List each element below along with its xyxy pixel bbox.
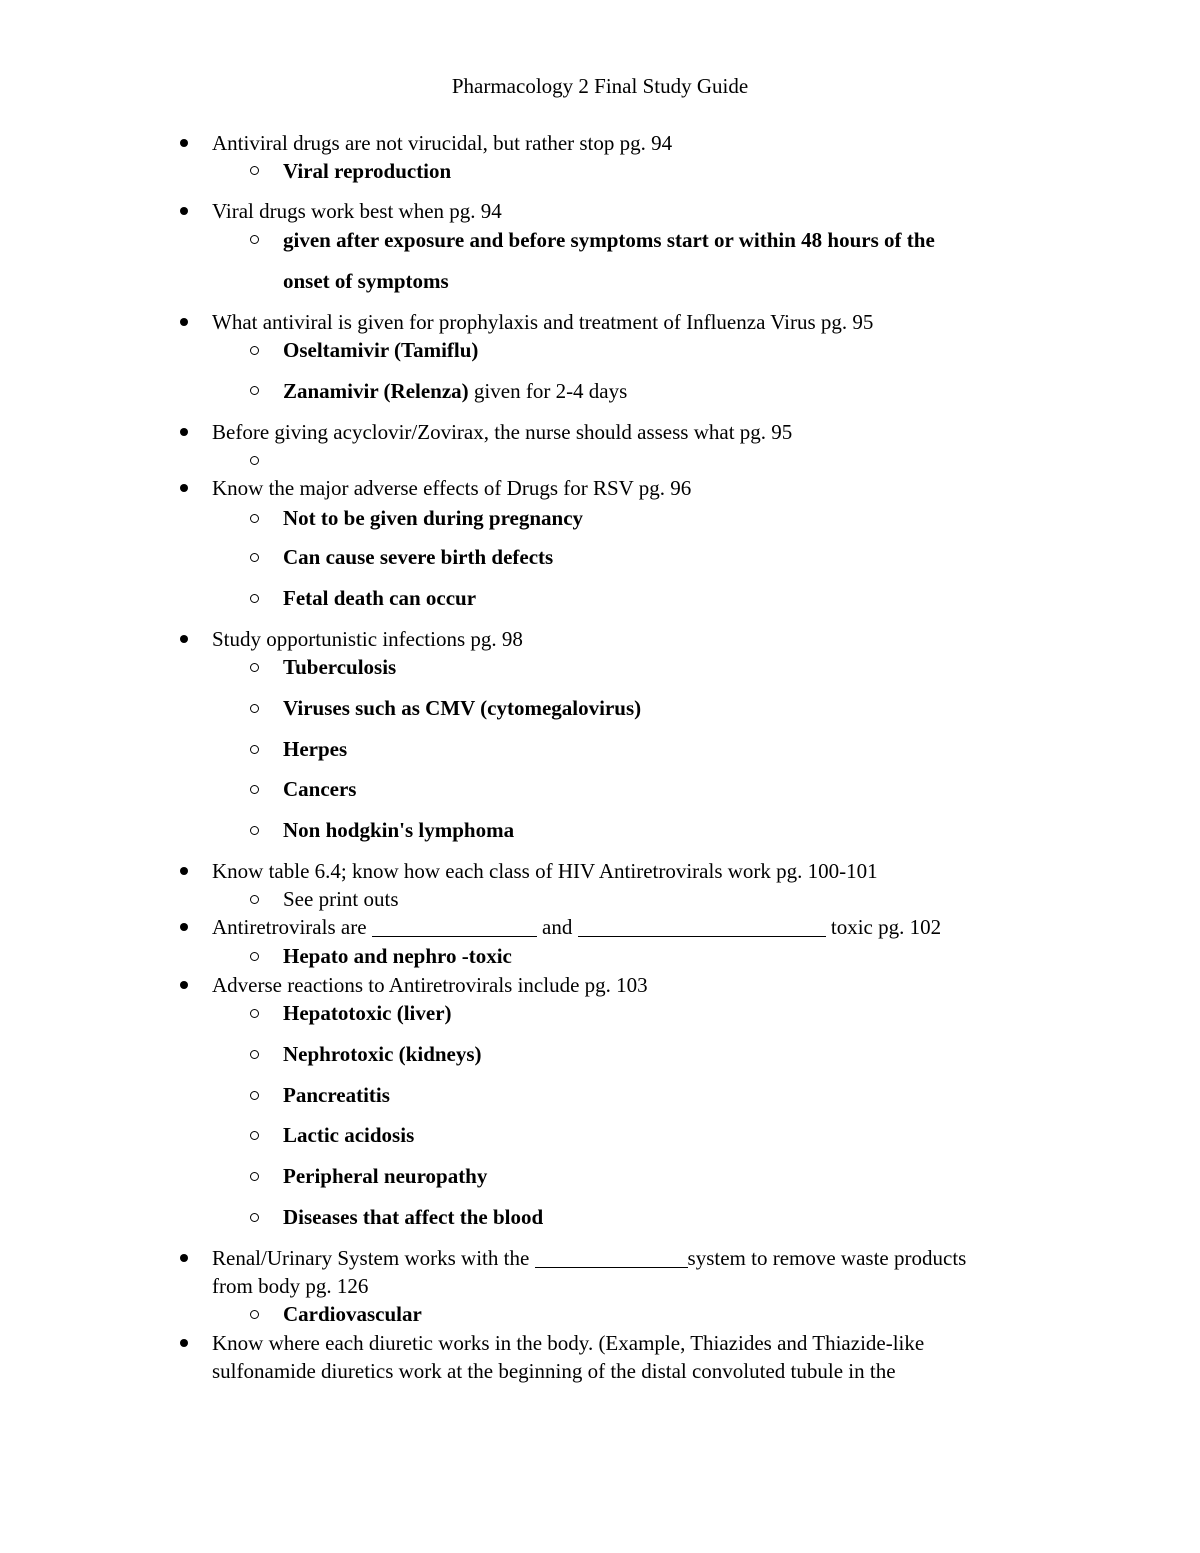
bullet-icon bbox=[180, 867, 188, 875]
answer-9-6: Diseases that affect the blood bbox=[283, 1205, 544, 1229]
circle-bullet-icon bbox=[250, 235, 259, 244]
question-8-part-2: and bbox=[536, 915, 578, 939]
circle-bullet-icon bbox=[250, 785, 259, 794]
circle-bullet-icon bbox=[250, 663, 259, 672]
circle-bullet-icon bbox=[250, 1050, 259, 1059]
answer-3-2-duration: given for 2-4 days bbox=[468, 379, 628, 403]
question-11-line-2: sulfonamide diuretics work at the beginning of the distal convoluted tubule in the bbox=[212, 1359, 896, 1383]
answer-5-3: Fetal death can occur bbox=[283, 586, 477, 610]
answer-3-1: Oseltamivir (Tamiflu) bbox=[283, 338, 479, 362]
question-10-part-1: Renal/Urinary System works with the bbox=[212, 1246, 535, 1270]
fill-blank bbox=[535, 1247, 688, 1268]
bullet-icon bbox=[180, 207, 188, 215]
answer-10: Cardiovascular bbox=[283, 1302, 422, 1326]
circle-bullet-icon bbox=[250, 745, 259, 754]
answer-6-1: Tuberculosis bbox=[283, 655, 397, 679]
answer-6-5: Non hodgkin's lymphoma bbox=[283, 818, 515, 842]
answer-9-2: Nephrotoxic (kidneys) bbox=[283, 1042, 482, 1066]
question-10-line-2: from body pg. 126 bbox=[212, 1274, 369, 1298]
answer-9-3: Pancreatitis bbox=[283, 1083, 390, 1107]
circle-bullet-icon bbox=[250, 952, 259, 961]
answer-8: Hepato and nephro -toxic bbox=[283, 944, 512, 968]
answer-6-2: Viruses such as CMV (cytomegalovirus) bbox=[283, 696, 642, 720]
circle-bullet-icon bbox=[250, 1009, 259, 1018]
question-8-part-3: toxic pg. 102 bbox=[825, 915, 942, 939]
circle-bullet-icon bbox=[250, 346, 259, 355]
fill-blank bbox=[372, 916, 537, 937]
circle-bullet-icon bbox=[250, 1310, 259, 1319]
circle-bullet-icon bbox=[250, 826, 259, 835]
circle-bullet-icon bbox=[250, 704, 259, 713]
question-3: What antiviral is given for prophylaxis and treatment of Influenza Virus pg. 95 bbox=[212, 310, 874, 334]
circle-bullet-icon bbox=[250, 386, 259, 395]
bullet-icon bbox=[180, 428, 188, 436]
answer-3-2 bbox=[283, 377, 627, 405]
answer-6-3: Herpes bbox=[283, 737, 348, 761]
question-10 bbox=[212, 1244, 966, 1272]
circle-bullet-icon bbox=[250, 1091, 259, 1100]
answer-2-line-2: onset of symptoms bbox=[283, 269, 449, 293]
answer-6-4: Cancers bbox=[283, 777, 357, 801]
bullet-icon bbox=[180, 635, 188, 643]
circle-bullet-icon bbox=[250, 514, 259, 523]
bullet-icon bbox=[180, 139, 188, 147]
circle-bullet-icon bbox=[250, 166, 259, 175]
question-10-part-2: system to remove waste products bbox=[687, 1246, 967, 1270]
question-7: Know table 6.4; know how each class of HIV Antiretrovirals work pg. 100-101 bbox=[212, 859, 878, 883]
circle-bullet-icon bbox=[250, 1213, 259, 1222]
circle-bullet-icon bbox=[250, 1172, 259, 1181]
question-8-part-1: Antiretrovirals are bbox=[212, 915, 372, 939]
circle-bullet-icon bbox=[250, 895, 259, 904]
answer-5-1: Not to be given during pregnancy bbox=[283, 506, 584, 530]
circle-bullet-icon bbox=[250, 594, 259, 603]
bullet-icon bbox=[180, 1339, 188, 1347]
question-11-line-1: Know where each diuretic works in the body. (Example, Thiazides and Thiazide-like bbox=[212, 1331, 925, 1355]
circle-bullet-icon bbox=[250, 456, 259, 465]
answer-3-2-drug: Zanamivir (Relenza) bbox=[283, 379, 469, 403]
question-8 bbox=[212, 913, 941, 941]
answer-1: Viral reproduction bbox=[283, 159, 452, 183]
bullet-icon bbox=[180, 484, 188, 492]
question-2: Viral drugs work best when pg. 94 bbox=[212, 199, 502, 223]
bullet-icon bbox=[180, 1254, 188, 1262]
fill-blank bbox=[578, 916, 826, 937]
page-title: Pharmacology 2 Final Study Guide bbox=[451, 74, 749, 98]
answer-9-1: Hepatotoxic (liver) bbox=[283, 1001, 452, 1025]
question-1: Antiviral drugs are not virucidal, but rather stop pg. 94 bbox=[212, 131, 673, 155]
answer-9-5: Peripheral neuropathy bbox=[283, 1164, 488, 1188]
answer-2-line-1: given after exposure and before symptoms start or within 48 hours of the bbox=[283, 228, 935, 252]
bullet-icon bbox=[180, 923, 188, 931]
answer-5-2: Can cause severe birth defects bbox=[283, 545, 554, 569]
circle-bullet-icon bbox=[250, 1131, 259, 1140]
circle-bullet-icon bbox=[250, 553, 259, 562]
question-9: Adverse reactions to Antiretrovirals include pg. 103 bbox=[212, 973, 648, 997]
question-4: Before giving acyclovir/Zovirax, the nurse should assess what pg. 95 bbox=[212, 420, 793, 444]
bullet-icon bbox=[180, 981, 188, 989]
answer-7: See print outs bbox=[283, 887, 399, 911]
question-5: Know the major adverse effects of Drugs for RSV pg. 96 bbox=[212, 476, 692, 500]
bullet-icon bbox=[180, 318, 188, 326]
question-6: Study opportunistic infections pg. 98 bbox=[212, 627, 523, 651]
answer-9-4: Lactic acidosis bbox=[283, 1123, 415, 1147]
